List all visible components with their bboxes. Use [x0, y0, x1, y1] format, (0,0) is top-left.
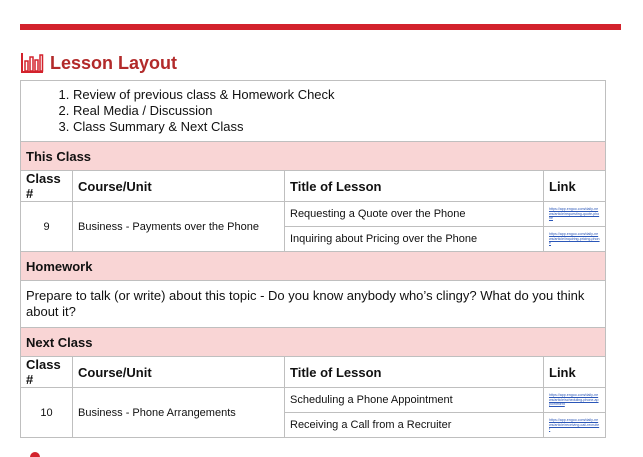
link-header: Link	[544, 171, 606, 202]
next-class-header-row	[21, 328, 606, 357]
class-number-header: Class #	[21, 171, 73, 202]
page-title: Lesson Layout	[50, 52, 178, 73]
steps-row	[21, 81, 606, 142]
lesson-title: Inquiring about Pricing over the Phone	[285, 227, 544, 252]
homework-text: Prepare to talk (or write) about this topic - Do you know anybody who’s clingy? What do you think about it?	[21, 281, 606, 328]
table-row	[21, 202, 606, 227]
course-header: Course/Unit	[73, 357, 285, 388]
lesson-link[interactable]: https://app.engoo.com/daily-news/article/requesting-quote-phone	[549, 207, 600, 221]
this-class-header-row	[21, 142, 606, 171]
course-unit: Business - Payments over the Phone	[73, 202, 285, 252]
step-item: 2. Real Media / Discussion	[73, 103, 600, 119]
lesson-title: Receiving a Call from a Recruiter	[285, 413, 544, 438]
lesson-title: Requesting a Quote over the Phone	[285, 202, 544, 227]
lesson-link[interactable]: https://app.engoo.com/daily-news/article/scheduling-phone-appointment	[549, 393, 599, 407]
homework-header-row	[21, 252, 606, 281]
footer-accent-mark	[30, 452, 40, 457]
lesson-link[interactable]: https://app.engoo.com/daily-news/article/receiving-call-recruiter	[549, 418, 600, 432]
class-number: 10	[21, 388, 73, 438]
step-item: 3. Class Summary & Next Class	[73, 119, 600, 135]
table-row	[21, 388, 606, 413]
link-cell	[544, 227, 606, 252]
this-class-label: This Class	[21, 142, 606, 171]
steps-list	[26, 87, 600, 135]
lesson-title-header: Title of Lesson	[285, 171, 544, 202]
course-unit: Business - Phone Arrangements	[73, 388, 285, 438]
bar-chart-icon	[20, 52, 44, 74]
link-cell	[544, 388, 606, 413]
section-heading	[20, 52, 177, 74]
link-header: Link	[544, 357, 606, 388]
column-header-row	[21, 357, 606, 388]
homework-row	[21, 281, 606, 328]
lesson-title-header: Title of Lesson	[285, 357, 544, 388]
class-number-header: Class #	[21, 357, 73, 388]
lesson-layout-table	[20, 80, 606, 438]
class-number: 9	[21, 202, 73, 252]
lesson-link[interactable]: https://app.engoo.com/daily-news/article/inquiring-pricing-phone	[549, 232, 600, 246]
course-header: Course/Unit	[73, 171, 285, 202]
lesson-title: Scheduling a Phone Appointment	[285, 388, 544, 413]
step-item: 1. Review of previous class & Homework Check	[73, 87, 600, 103]
top-accent-bar	[20, 24, 621, 30]
next-class-label: Next Class	[21, 328, 606, 357]
steps-cell	[21, 81, 606, 142]
column-header-row	[21, 171, 606, 202]
link-cell	[544, 202, 606, 227]
homework-label: Homework	[21, 252, 606, 281]
link-cell	[544, 413, 606, 438]
